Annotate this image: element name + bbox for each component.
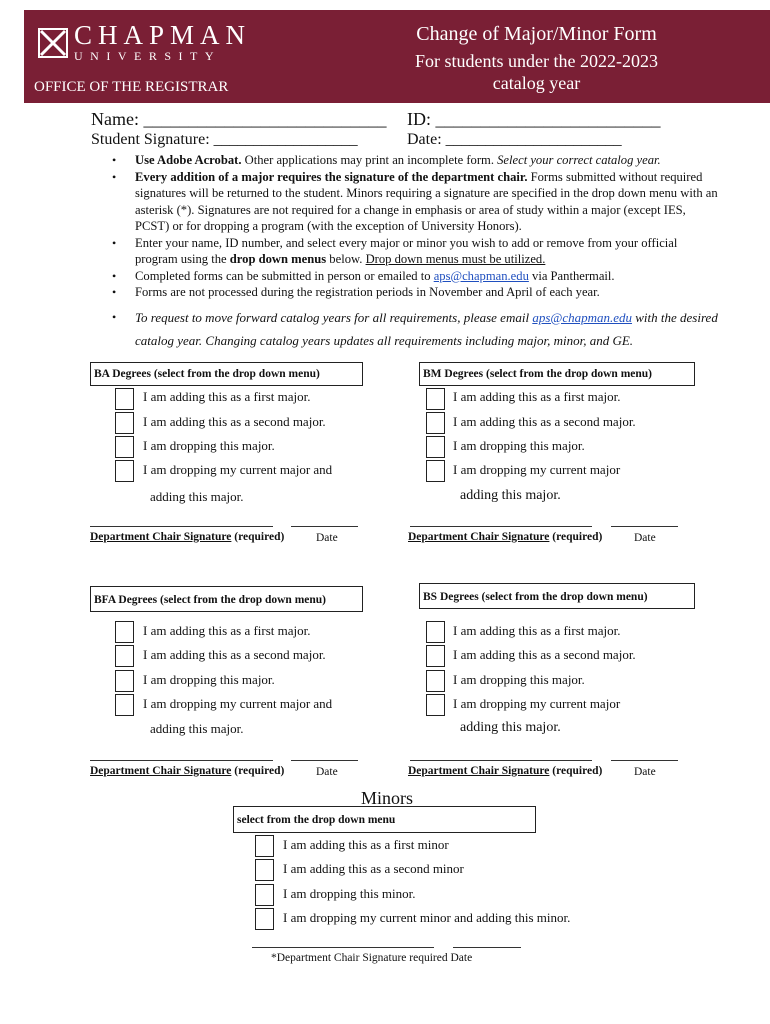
ba-dropping-major-checkbox[interactable] <box>115 436 134 458</box>
bs-option-label: I am adding this as a first major. <box>453 623 621 638</box>
minor-first-checkbox[interactable] <box>255 835 274 857</box>
bfa-second-major-checkbox[interactable] <box>115 645 134 667</box>
required-text: (required) <box>549 531 603 543</box>
bs-option-label: I am dropping this major. <box>453 672 585 687</box>
instruction-bold: drop down menus <box>229 252 327 266</box>
bfa-option-label: I am adding this as a first major. <box>143 623 311 638</box>
instructions-list <box>109 152 719 352</box>
bm-switch-major-checkbox[interactable] <box>426 460 445 482</box>
bm-option-label: I am adding this as a first major. <box>453 389 621 404</box>
bfa-date-line[interactable] <box>291 760 358 761</box>
instruction-text: below. <box>326 252 366 266</box>
id-field[interactable]: ID: _________________________ <box>407 109 661 129</box>
bm-option-continuation: adding this major. <box>460 488 561 503</box>
bfa-date-label: Date <box>316 766 338 778</box>
bfa-option-label: I am dropping my current major and <box>143 696 333 711</box>
ba-date-label: Date <box>316 532 338 544</box>
instruction-text: Other applications may print an incomplete form. <box>241 153 498 167</box>
instruction-text: Forms submitted without required signatures will be returned to the student. Minors requiring a signature are specified in the drop down menu with an asterisk (*). Signatures are not required for a change in emphasis or area of study within a major (except IES, PCST) or for dropping a program (with the exception of University Honors). <box>135 169 718 233</box>
bs-switch-major-checkbox[interactable] <box>426 694 445 716</box>
minor-signature-line[interactable] <box>252 947 434 948</box>
ba-signature-line[interactable] <box>90 526 273 527</box>
header-banner <box>24 10 770 103</box>
minors-title: Minors <box>361 788 414 808</box>
minor-date-line[interactable] <box>453 947 521 948</box>
required-text: (required) <box>549 765 603 777</box>
instruction-item <box>109 284 719 301</box>
ba-date-line[interactable] <box>291 526 358 527</box>
bfa-switch-major-checkbox[interactable] <box>115 694 134 716</box>
minor-option-label: I am adding this as a first minor <box>283 837 449 852</box>
ba-first-major-checkbox[interactable] <box>115 388 134 410</box>
date-field[interactable]: Date: ______________________ <box>407 131 622 148</box>
minor-signature-label: *Department Chair Signature required Date <box>271 952 473 964</box>
bfa-dropping-major-checkbox[interactable] <box>115 670 134 692</box>
ba-option-label: I am dropping my current major and <box>143 462 333 477</box>
bs-date-line[interactable] <box>611 760 678 761</box>
bs-option-label: I am adding this as a second major. <box>453 647 636 662</box>
bfa-signature-line[interactable] <box>90 760 273 761</box>
ba-option-label: I am dropping this major. <box>143 438 275 453</box>
bm-dropping-major-checkbox[interactable] <box>426 436 445 458</box>
instruction-item <box>109 169 719 235</box>
instruction-item <box>109 306 719 352</box>
required-text: (required) <box>231 765 285 777</box>
ba-option-label: I am adding this as a first major. <box>143 389 311 404</box>
instruction-text: Enter your name, ID number, and select every major or minor you wish to add or remove from your official program using the <box>135 235 678 266</box>
bs-signature-label <box>408 766 602 778</box>
form-subtitle: For students under the 2022-2023 catalog year <box>415 51 658 93</box>
instruction-text: Forms are not processed during the registration periods in November and April of each year. <box>135 285 600 299</box>
bfa-option-label: I am dropping this major. <box>143 672 275 687</box>
ba-switch-major-checkbox[interactable] <box>115 460 134 482</box>
form-title: Change of Major/Minor Form <box>416 23 657 45</box>
bfa-first-major-checkbox[interactable] <box>115 621 134 643</box>
ba-degrees-dropdown[interactable]: BA Degrees (select from the drop down menu) <box>90 362 363 386</box>
bs-option-label: I am dropping my current major <box>453 696 621 711</box>
email-link[interactable]: aps@chapman.edu <box>532 309 633 325</box>
logo-subtitle: UNIVERSITY <box>74 49 221 63</box>
logo-wordmark: CHAPMAN <box>74 20 252 50</box>
minor-second-checkbox[interactable] <box>255 859 274 881</box>
bm-option-label: I am dropping this major. <box>453 438 585 453</box>
ba-signature-label <box>90 532 284 544</box>
signature-label-text: Department Chair Signature <box>408 531 550 543</box>
bs-first-major-checkbox[interactable] <box>426 621 445 643</box>
signature-label-text: Department Chair Signature <box>90 765 232 777</box>
bs-degrees-dropdown[interactable]: BS Degrees (select from the drop down menu) <box>419 583 695 609</box>
minor-option-label: I am dropping this minor. <box>283 886 416 901</box>
chapman-logo-icon <box>38 28 68 58</box>
bfa-option-label: I am adding this as a second major. <box>143 647 326 662</box>
ba-option-label: I am adding this as a second major. <box>143 414 326 429</box>
bm-date-label: Date <box>634 532 656 544</box>
email-link[interactable]: aps@chapman.edu <box>433 268 529 283</box>
bm-option-label: I am adding this as a second major. <box>453 414 636 429</box>
bm-first-major-checkbox[interactable] <box>426 388 445 410</box>
instruction-text: via Panthermail. <box>528 268 615 283</box>
instruction-text: Completed forms can be submitted in person or emailed to <box>135 268 434 283</box>
bs-option-continuation: adding this major. <box>460 720 561 735</box>
minors-dropdown[interactable]: select from the drop down menu <box>233 806 536 833</box>
instruction-text: with the desired catalog year. Changing catalog years updates all requirements including major, minor, and GE. <box>135 309 718 348</box>
minor-switch-checkbox[interactable] <box>255 908 274 930</box>
instruction-text: To request to move forward catalog years for all requirements, please email <box>135 309 533 325</box>
instruction-bold: Every addition of a major requires the signature of the department chair. <box>135 169 528 184</box>
instruction-item <box>109 268 719 285</box>
minor-option-label: I am adding this as a second minor <box>283 861 464 876</box>
instruction-underline: Drop down menus must be utilized. <box>365 252 546 266</box>
bm-option-label: I am dropping my current major <box>453 462 621 477</box>
instruction-italic: Select your correct catalog year. <box>497 153 661 167</box>
bs-second-major-checkbox[interactable] <box>426 645 445 667</box>
ba-option-continuation: adding this major. <box>150 489 244 504</box>
ba-second-major-checkbox[interactable] <box>115 412 134 434</box>
signature-label-text: Department Chair Signature <box>408 765 550 777</box>
instruction-item <box>109 235 719 268</box>
instruction-item <box>109 152 719 169</box>
bfa-option-continuation: adding this major. <box>150 721 244 736</box>
bs-date-label: Date <box>634 766 656 778</box>
minor-option-label: I am dropping my current minor and adding this minor. <box>283 910 571 925</box>
bs-signature-line[interactable] <box>410 760 592 761</box>
bfa-degrees-dropdown[interactable]: BFA Degrees (select from the drop down menu) <box>90 586 363 612</box>
bm-date-line[interactable] <box>611 526 678 527</box>
minor-dropping-checkbox[interactable] <box>255 884 274 906</box>
student-signature-field[interactable]: Student Signature: __________________ <box>91 131 358 148</box>
required-text: (required) <box>231 531 285 543</box>
bm-signature-line[interactable] <box>410 526 592 527</box>
bfa-signature-label <box>90 766 284 778</box>
instruction-bold: Use Adobe Acrobat. <box>135 153 242 167</box>
office-label: OFFICE OF THE REGISTRAR <box>34 79 229 95</box>
bm-second-major-checkbox[interactable] <box>426 412 445 434</box>
signature-label-text: Department Chair Signature <box>90 531 232 543</box>
bm-signature-label <box>408 532 602 544</box>
name-field[interactable]: Name: ___________________________ <box>91 109 387 129</box>
bs-dropping-major-checkbox[interactable] <box>426 670 445 692</box>
bm-degrees-dropdown[interactable]: BM Degrees (select from the drop down menu) <box>419 362 695 386</box>
